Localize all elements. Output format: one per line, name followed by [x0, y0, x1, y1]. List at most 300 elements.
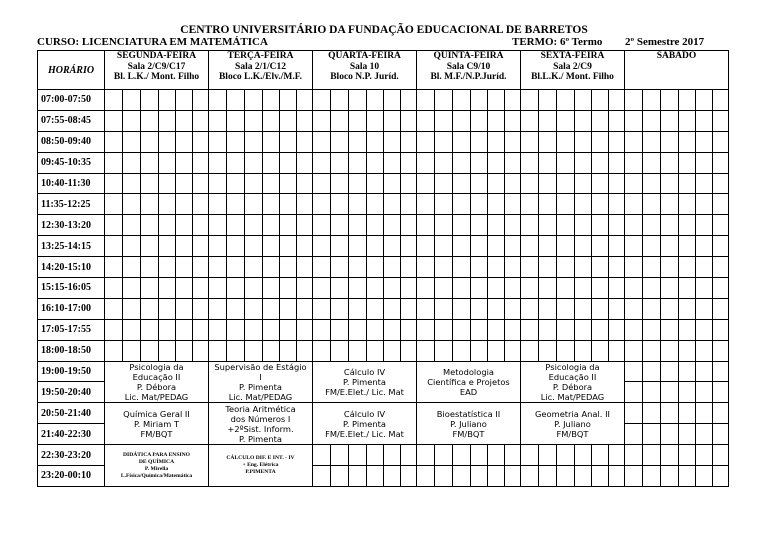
empty-cell	[643, 215, 661, 236]
empty-cell	[349, 278, 367, 299]
empty-cell	[471, 466, 488, 487]
empty-cell	[313, 257, 331, 278]
empty-cell	[176, 131, 193, 152]
empty-cell	[539, 445, 557, 466]
horario-header: HORÁRIO	[38, 51, 105, 90]
day-header	[313, 51, 417, 90]
empty-cell	[401, 257, 417, 278]
empty-cell	[331, 257, 349, 278]
empty-cell	[297, 173, 313, 194]
time-slot: 20:50-21:40	[38, 403, 105, 424]
empty-cell	[313, 173, 331, 194]
empty-cell	[679, 194, 696, 215]
empty-cell	[661, 445, 679, 466]
empty-cell	[367, 90, 384, 111]
empty-cell	[159, 298, 176, 319]
day-header-room: Sala 2/C9	[553, 61, 592, 72]
empty-cell	[592, 152, 609, 173]
empty-cell	[349, 236, 367, 257]
empty-cell	[141, 131, 159, 152]
empty-cell	[227, 173, 245, 194]
empty-cell	[609, 215, 625, 236]
table-row	[38, 257, 729, 278]
empty-cell	[280, 278, 297, 299]
empty-cell	[384, 236, 401, 257]
empty-cell	[209, 194, 227, 215]
empty-cell	[679, 236, 696, 257]
empty-cell	[159, 194, 176, 215]
empty-cell	[331, 152, 349, 173]
empty-cell	[401, 298, 417, 319]
class-line: P. Juliano	[450, 418, 487, 429]
empty-cell	[453, 131, 471, 152]
empty-cell	[331, 278, 349, 299]
empty-cell	[263, 173, 280, 194]
empty-cell	[592, 131, 609, 152]
class-cell	[209, 403, 313, 445]
empty-cell	[696, 152, 713, 173]
empty-cell	[313, 466, 331, 487]
empty-cell	[159, 173, 176, 194]
empty-cell	[384, 194, 401, 215]
empty-cell	[123, 340, 141, 361]
empty-cell	[209, 90, 227, 111]
empty-cell	[245, 110, 263, 131]
empty-cell	[193, 340, 209, 361]
empty-cell	[227, 152, 245, 173]
empty-cell	[643, 424, 661, 445]
page-title: CENTRO UNIVERSITÁRIO DA FUNDAÇÃO EDUCACIONAL DE BARRETOS	[180, 24, 588, 36]
empty-cell	[297, 152, 313, 173]
class-line: FM/E.Elet./ Lic. Mat	[325, 428, 404, 439]
empty-cell	[488, 340, 505, 361]
empty-cell	[313, 110, 331, 131]
empty-cell	[280, 340, 297, 361]
empty-cell	[245, 278, 263, 299]
empty-cell	[176, 340, 193, 361]
empty-cell	[401, 466, 417, 487]
table-row	[38, 278, 729, 299]
empty-cell	[245, 319, 263, 340]
empty-cell	[643, 131, 661, 152]
empty-cell	[625, 340, 643, 361]
empty-cell	[435, 131, 453, 152]
empty-cell	[209, 173, 227, 194]
class-line: Lic. Mat/PEDAG	[540, 391, 605, 402]
empty-cell	[679, 173, 696, 194]
empty-cell	[227, 90, 245, 111]
empty-cell	[557, 236, 575, 257]
empty-cell	[713, 403, 729, 424]
empty-cell	[643, 152, 661, 173]
empty-cell	[417, 90, 435, 111]
time-slot: 10:40-11:30	[38, 173, 105, 194]
empty-cell	[384, 257, 401, 278]
empty-cell	[713, 257, 729, 278]
empty-cell	[575, 110, 592, 131]
empty-cell	[331, 173, 349, 194]
class-line: EAD	[459, 386, 478, 397]
empty-cell	[471, 445, 488, 466]
empty-cell	[435, 298, 453, 319]
class-line: Cálculo IV	[343, 408, 386, 419]
empty-cell	[592, 257, 609, 278]
empty-cell	[661, 424, 679, 445]
empty-cell	[643, 382, 661, 403]
empty-cell	[625, 382, 643, 403]
empty-cell	[679, 340, 696, 361]
empty-cell	[505, 215, 521, 236]
empty-cell	[557, 90, 575, 111]
empty-cell	[384, 110, 401, 131]
class-cell	[313, 361, 417, 403]
empty-cell	[193, 298, 209, 319]
class-line: P. Pimenta	[239, 381, 282, 392]
empty-cell	[417, 236, 435, 257]
empty-cell	[313, 152, 331, 173]
table-row	[38, 215, 729, 236]
empty-cell	[521, 340, 539, 361]
empty-cell	[471, 215, 488, 236]
class-line: DE QUÍMICA	[138, 458, 175, 465]
table-row	[38, 131, 729, 152]
class-cell	[521, 361, 625, 403]
empty-cell	[471, 319, 488, 340]
empty-cell	[539, 278, 557, 299]
empty-cell	[488, 298, 505, 319]
empty-cell	[435, 278, 453, 299]
empty-cell	[696, 236, 713, 257]
empty-cell	[159, 215, 176, 236]
time-slot: 23:20-00:10	[38, 466, 105, 487]
empty-cell	[679, 152, 696, 173]
empty-cell	[505, 319, 521, 340]
empty-cell	[661, 382, 679, 403]
empty-cell	[592, 90, 609, 111]
empty-cell	[435, 110, 453, 131]
class-line: Educação II	[132, 371, 181, 382]
day-header-block: Bl. L.K./ Mont. Filho	[113, 72, 200, 82]
empty-cell	[367, 152, 384, 173]
empty-cell	[713, 152, 729, 173]
empty-cell	[176, 90, 193, 111]
empty-cell	[643, 194, 661, 215]
empty-cell	[488, 131, 505, 152]
empty-cell	[123, 90, 141, 111]
empty-cell	[159, 340, 176, 361]
empty-cell	[643, 466, 661, 487]
day-header-room: Sala C9/10	[446, 61, 491, 72]
empty-cell	[453, 194, 471, 215]
table-row	[38, 236, 729, 257]
empty-cell	[539, 173, 557, 194]
class-line: +2ºSist. Inform.	[227, 423, 294, 434]
class-line: Metodologia	[443, 366, 494, 377]
empty-cell	[159, 131, 176, 152]
empty-cell	[245, 340, 263, 361]
empty-cell	[245, 90, 263, 111]
empty-cell	[609, 90, 625, 111]
empty-cell	[297, 257, 313, 278]
empty-cell	[575, 90, 592, 111]
empty-cell	[227, 215, 245, 236]
empty-cell	[435, 194, 453, 215]
empty-cell	[661, 173, 679, 194]
empty-cell	[505, 298, 521, 319]
empty-cell	[349, 445, 367, 466]
empty-cell	[435, 152, 453, 173]
table-row	[38, 361, 729, 382]
empty-cell	[679, 445, 696, 466]
empty-cell	[401, 215, 417, 236]
empty-cell	[105, 236, 123, 257]
empty-cell	[696, 340, 713, 361]
empty-cell	[245, 131, 263, 152]
empty-cell	[159, 110, 176, 131]
empty-cell	[227, 278, 245, 299]
empty-cell	[331, 131, 349, 152]
empty-cell	[661, 131, 679, 152]
day-header-block: Bloco N.P. Juríd.	[330, 72, 399, 82]
empty-cell	[123, 215, 141, 236]
empty-cell	[105, 278, 123, 299]
empty-cell	[176, 298, 193, 319]
empty-cell	[557, 131, 575, 152]
empty-cell	[609, 110, 625, 131]
empty-cell	[367, 466, 384, 487]
empty-cell	[123, 194, 141, 215]
class-line: Bioestatística II	[436, 408, 501, 419]
empty-cell	[488, 319, 505, 340]
empty-cell	[539, 257, 557, 278]
day-header-block: Bl.L.K./ Mont. Filho	[531, 72, 614, 82]
empty-cell	[280, 173, 297, 194]
empty-cell	[384, 319, 401, 340]
empty-cell	[713, 278, 729, 299]
empty-cell	[263, 319, 280, 340]
empty-cell	[209, 110, 227, 131]
empty-cell	[557, 278, 575, 299]
empty-cell	[331, 319, 349, 340]
empty-cell	[453, 236, 471, 257]
time-slot: 14:20-15:10	[38, 257, 105, 278]
empty-cell	[643, 319, 661, 340]
empty-cell	[453, 110, 471, 131]
empty-cell	[713, 319, 729, 340]
empty-cell	[609, 194, 625, 215]
empty-cell	[401, 90, 417, 111]
empty-cell	[625, 466, 643, 487]
day-header-room: Sala 10	[349, 61, 380, 72]
empty-cell	[471, 90, 488, 111]
empty-cell	[488, 257, 505, 278]
empty-cell	[209, 340, 227, 361]
empty-cell	[159, 319, 176, 340]
empty-cell	[263, 110, 280, 131]
empty-cell	[539, 152, 557, 173]
empty-cell	[539, 340, 557, 361]
table-row	[38, 319, 729, 340]
class-line: + Eng. Elétrica	[242, 462, 279, 469]
class-line: Psicologia da	[129, 361, 184, 372]
empty-cell	[176, 110, 193, 131]
empty-cell	[401, 194, 417, 215]
empty-cell	[384, 90, 401, 111]
empty-cell	[417, 445, 435, 466]
empty-cell	[384, 466, 401, 487]
empty-cell	[713, 173, 729, 194]
empty-cell	[313, 340, 331, 361]
empty-cell	[280, 152, 297, 173]
empty-cell	[713, 340, 729, 361]
empty-cell	[313, 131, 331, 152]
empty-cell	[193, 319, 209, 340]
empty-cell	[521, 298, 539, 319]
empty-cell	[575, 215, 592, 236]
empty-cell	[488, 215, 505, 236]
empty-cell	[679, 257, 696, 278]
empty-cell	[471, 131, 488, 152]
empty-cell	[349, 173, 367, 194]
time-slot: 21:40-22:30	[38, 424, 105, 445]
table-row	[38, 173, 729, 194]
empty-cell	[417, 466, 435, 487]
empty-cell	[505, 236, 521, 257]
empty-cell	[313, 298, 331, 319]
empty-cell	[679, 131, 696, 152]
empty-cell	[592, 215, 609, 236]
semester-label: 2º Semestre 2017	[625, 36, 705, 48]
class-cell	[105, 445, 209, 487]
empty-cell	[263, 194, 280, 215]
empty-cell	[245, 173, 263, 194]
empty-cell	[176, 236, 193, 257]
empty-cell	[193, 152, 209, 173]
empty-cell	[349, 90, 367, 111]
empty-cell	[521, 90, 539, 111]
empty-cell	[521, 466, 539, 487]
empty-cell	[297, 236, 313, 257]
empty-cell	[575, 298, 592, 319]
empty-cell	[280, 131, 297, 152]
empty-cell	[193, 215, 209, 236]
empty-cell	[367, 194, 384, 215]
empty-cell	[592, 445, 609, 466]
empty-cell	[592, 194, 609, 215]
empty-cell	[625, 257, 643, 278]
empty-cell	[592, 278, 609, 299]
empty-cell	[488, 236, 505, 257]
empty-cell	[401, 173, 417, 194]
empty-cell	[661, 278, 679, 299]
class-cell	[521, 403, 625, 445]
empty-cell	[297, 298, 313, 319]
empty-cell	[521, 257, 539, 278]
empty-cell	[141, 194, 159, 215]
empty-cell	[471, 173, 488, 194]
empty-cell	[661, 403, 679, 424]
empty-cell	[280, 257, 297, 278]
empty-cell	[696, 424, 713, 445]
empty-cell	[575, 340, 592, 361]
empty-cell	[435, 445, 453, 466]
class-line: P. Débora	[136, 381, 177, 392]
empty-cell	[625, 173, 643, 194]
class-line: DIDÁTICA PARA ENSINO	[122, 451, 191, 458]
empty-cell	[123, 319, 141, 340]
empty-cell	[245, 257, 263, 278]
empty-cell	[193, 110, 209, 131]
empty-cell	[643, 445, 661, 466]
empty-cell	[521, 152, 539, 173]
day-header-name: SEGUNDA-FEIRA	[116, 51, 197, 61]
empty-cell	[227, 110, 245, 131]
empty-cell	[105, 257, 123, 278]
empty-cell	[521, 215, 539, 236]
table-row	[38, 110, 729, 131]
empty-cell	[505, 152, 521, 173]
empty-cell	[679, 319, 696, 340]
empty-cell	[713, 215, 729, 236]
empty-cell	[297, 215, 313, 236]
empty-cell	[297, 194, 313, 215]
table-row	[38, 152, 729, 173]
empty-cell	[313, 445, 331, 466]
empty-cell	[245, 236, 263, 257]
class-line: I	[259, 371, 262, 382]
empty-cell	[349, 298, 367, 319]
empty-cell	[575, 445, 592, 466]
empty-cell	[401, 236, 417, 257]
empty-cell	[227, 131, 245, 152]
empty-cell	[505, 257, 521, 278]
empty-cell	[435, 257, 453, 278]
empty-cell	[384, 298, 401, 319]
empty-cell	[592, 466, 609, 487]
empty-cell	[592, 110, 609, 131]
empty-cell	[297, 278, 313, 299]
empty-cell	[263, 90, 280, 111]
empty-cell	[349, 194, 367, 215]
empty-cell	[245, 152, 263, 173]
empty-cell	[696, 215, 713, 236]
empty-cell	[625, 131, 643, 152]
empty-cell	[643, 403, 661, 424]
empty-cell	[539, 215, 557, 236]
empty-cell	[696, 90, 713, 111]
empty-cell	[401, 131, 417, 152]
empty-cell	[384, 152, 401, 173]
empty-cell	[661, 152, 679, 173]
empty-cell	[280, 110, 297, 131]
class-line: FM/BQT	[140, 428, 173, 439]
empty-cell	[123, 131, 141, 152]
empty-cell	[625, 236, 643, 257]
empty-cell	[713, 382, 729, 403]
empty-cell	[417, 173, 435, 194]
empty-cell	[453, 257, 471, 278]
empty-cell	[696, 278, 713, 299]
empty-cell	[488, 278, 505, 299]
empty-cell	[176, 173, 193, 194]
class-line: P. Pimenta	[343, 418, 386, 429]
class-cell	[417, 361, 521, 403]
empty-cell	[331, 236, 349, 257]
empty-cell	[609, 445, 625, 466]
empty-cell	[521, 194, 539, 215]
empty-cell	[227, 194, 245, 215]
empty-cell	[141, 298, 159, 319]
